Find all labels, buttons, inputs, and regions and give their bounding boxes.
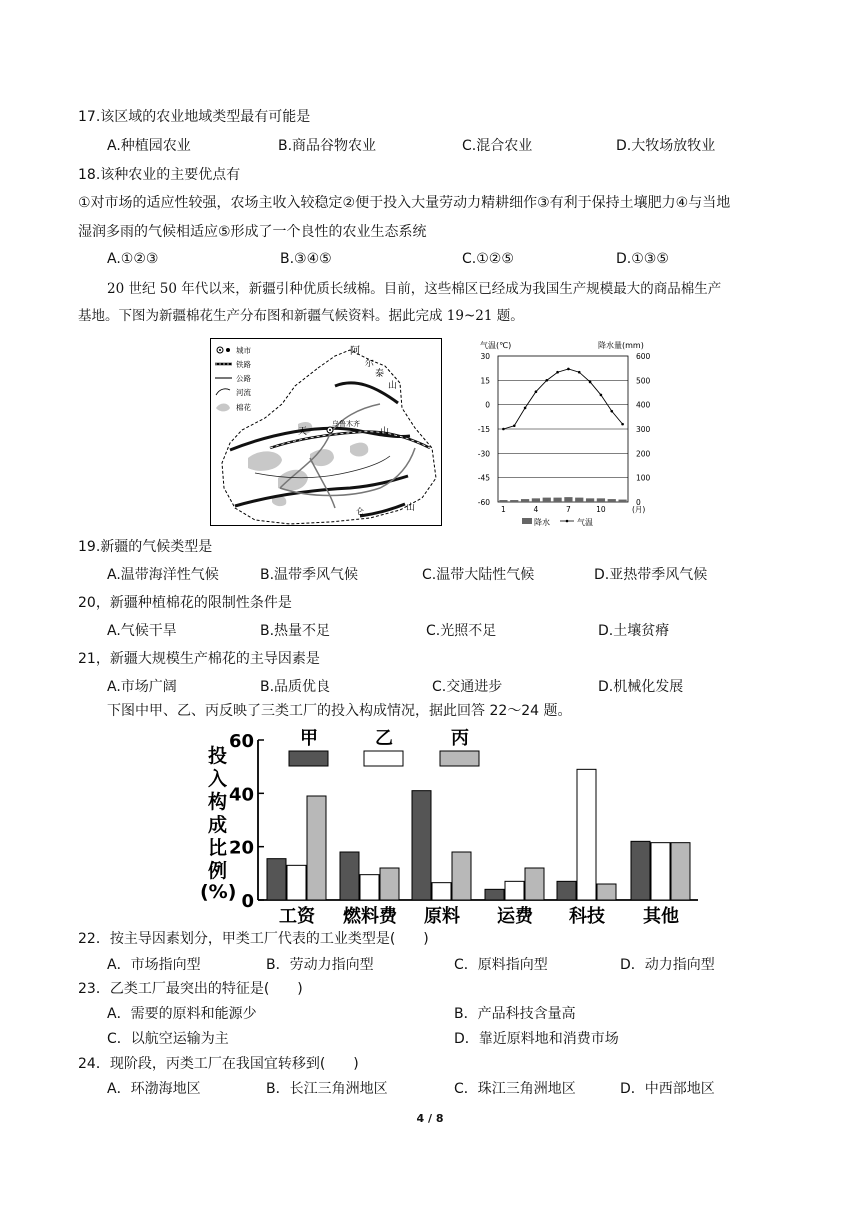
climate-left-tick: -15 bbox=[477, 425, 490, 434]
q19-option-b: B.温带季风气候 bbox=[260, 567, 359, 583]
map-label-a4: 山 bbox=[388, 381, 398, 391]
map-legend-railway: 铁路 bbox=[236, 360, 251, 369]
map-legend-road: 公路 bbox=[236, 374, 251, 383]
q18-option-d: D.①③⑤ bbox=[616, 251, 669, 267]
factory-ylabel-char: 构 bbox=[208, 791, 228, 813]
q23-option-d: D．靠近原料地和消费市场 bbox=[454, 1031, 619, 1047]
q18-body-line1: ①对市场的适应性较强，农场主收入较稳定②便于投入大量劳动力精耕细作③有利于保持土壤肥力④与当地 bbox=[78, 195, 731, 211]
factory-bar bbox=[452, 852, 471, 900]
factory-bar bbox=[557, 881, 576, 900]
climate-left-title: 气温(℃) bbox=[480, 341, 512, 350]
q21-option-c: C.交通进步 bbox=[432, 679, 503, 695]
factory-category-label: 科技 bbox=[569, 906, 605, 927]
factory-bar bbox=[651, 843, 670, 900]
map-legend-city: 城市 bbox=[236, 346, 251, 355]
q20-option-c: C.光照不足 bbox=[426, 623, 497, 639]
factory-legend-label: 丙 bbox=[451, 728, 469, 749]
climate-precip-bar bbox=[575, 498, 583, 502]
q17-option-d: D.大牧场放牧业 bbox=[616, 138, 716, 154]
climate-x-tick: 10 bbox=[596, 505, 606, 514]
factory-y-tick: 20 bbox=[228, 837, 254, 859]
q20-option-d: D.土壤贫瘠 bbox=[598, 623, 670, 639]
climate-precip-bar bbox=[499, 500, 507, 502]
q18-option-b: B.③④⑤ bbox=[280, 251, 332, 267]
climate-left-tick: -45 bbox=[477, 473, 490, 483]
factory-legend-swatch bbox=[440, 751, 479, 766]
q17-stem: 17.该区域的农业地域类型最有可能是 bbox=[78, 109, 311, 125]
factory-category-label: 其他 bbox=[643, 906, 679, 927]
factory-bar bbox=[577, 769, 596, 900]
factory-ylabel-char: 投 bbox=[208, 745, 228, 767]
q22-option-c: C．原料指向型 bbox=[454, 957, 548, 973]
q23-option-b: B．产品科技含量高 bbox=[454, 1006, 576, 1022]
intro-xinjiang-line1: 20 世纪 50 年代以来，新疆引种优质长绒棉。目前，这些棉区已经成为我国生产规模最大的商品棉生产 bbox=[107, 281, 722, 297]
climate-precip-bar bbox=[532, 498, 540, 502]
factory-legend-swatch bbox=[289, 751, 328, 766]
q18-stem: 18.该种农业的主要优点有 bbox=[78, 167, 241, 183]
q19-option-a: A.温带海洋性气候 bbox=[107, 567, 219, 583]
factory-bar bbox=[360, 875, 379, 900]
xinjiang-climate-chart bbox=[470, 336, 670, 530]
q19-stem: 19.新疆的气候类型是 bbox=[78, 539, 213, 555]
q19-option-d: D.亚热带季风气候 bbox=[594, 567, 708, 583]
climate-right-tick: 600 bbox=[636, 352, 651, 361]
factory-legend-label: 乙 bbox=[375, 728, 393, 749]
climate-temp-point bbox=[545, 379, 548, 382]
q24-option-a: A．环渤海地区 bbox=[107, 1081, 201, 1097]
factory-bar bbox=[380, 868, 399, 900]
climate-left-tick: -60 bbox=[477, 498, 490, 507]
q20-stem: 20，新疆种植棉花的限制性条件是 bbox=[78, 595, 292, 611]
factory-bar bbox=[505, 881, 524, 900]
factory-ylabel-unit: (%) bbox=[200, 881, 237, 903]
climate-precip-bar bbox=[553, 498, 561, 502]
map-label-kun: 仑 bbox=[356, 507, 364, 516]
climate-precip-bar bbox=[608, 499, 616, 502]
factory-input-chart bbox=[198, 722, 718, 930]
climate-legend-precip: 降水 bbox=[534, 518, 550, 527]
q23-option-c: C．以航空运输为主 bbox=[107, 1031, 229, 1047]
factory-category-label: 运费 bbox=[497, 906, 533, 927]
climate-temp-point bbox=[524, 407, 527, 410]
climate-temp-point bbox=[535, 390, 538, 393]
climate-legend-temp: 气温 bbox=[577, 518, 593, 527]
climate-left-tick: -30 bbox=[477, 449, 490, 459]
xinjiang-cotton-map bbox=[210, 338, 442, 526]
climate-right-tick: 300 bbox=[636, 425, 651, 434]
map-legend-river: 河流 bbox=[236, 388, 251, 397]
climate-legend-precip-swatch bbox=[522, 518, 532, 524]
factory-bar bbox=[485, 889, 504, 900]
climate-temp-point bbox=[556, 371, 559, 374]
factory-bar bbox=[340, 852, 359, 900]
q22-option-d: D．动力指向型 bbox=[620, 957, 715, 973]
factory-legend-swatch bbox=[364, 751, 403, 766]
q22-stem: 22．按主导因素划分，甲类工厂代表的工业类型是( ) bbox=[78, 931, 429, 947]
climate-precip-bar bbox=[543, 498, 551, 502]
climate-precip-bar bbox=[618, 500, 626, 502]
map-label-tian: 天 bbox=[298, 427, 308, 437]
map-label-shan: 山 bbox=[380, 427, 390, 437]
factory-y-tick: 40 bbox=[228, 784, 254, 806]
climate-right-tick: 500 bbox=[636, 376, 651, 386]
q21-option-b: B.品质优良 bbox=[260, 679, 331, 695]
q17-option-b: B.商品谷物农业 bbox=[278, 138, 377, 154]
climate-x-tick: 1 bbox=[501, 505, 506, 514]
factory-ylabel-char: 成 bbox=[208, 814, 228, 836]
intro-factory: 下图中甲、乙、丙反映了三类工厂的投入构成情况，据此回答 22～24 题。 bbox=[107, 703, 572, 719]
q24-option-d: D．中西部地区 bbox=[620, 1081, 715, 1097]
factory-bar bbox=[287, 865, 306, 900]
q17-option-c: C.混合农业 bbox=[462, 138, 533, 154]
climate-left-tick: 30 bbox=[480, 352, 490, 361]
factory-ylabel-char: 比 bbox=[208, 837, 228, 859]
climate-temp-point bbox=[502, 428, 505, 431]
q18-option-a: A.①②③ bbox=[107, 251, 159, 267]
q20-option-b: B.热量不足 bbox=[260, 623, 331, 639]
climate-temp-point bbox=[621, 423, 624, 426]
q24-option-c: C．珠江三角洲地区 bbox=[454, 1081, 576, 1097]
climate-legend-temp-dot bbox=[566, 520, 569, 523]
q17-option-a: A.种植园农业 bbox=[107, 138, 191, 154]
factory-legend-label: 甲 bbox=[300, 728, 318, 749]
factory-bar bbox=[597, 884, 616, 900]
climate-left-tick: 0 bbox=[485, 400, 490, 410]
q21-option-a: A.市场广阔 bbox=[107, 679, 177, 695]
q23-option-a: A．需要的原料和能源少 bbox=[107, 1006, 257, 1022]
q23-stem: 23．乙类工厂最突出的特征是( ) bbox=[78, 981, 303, 997]
climate-temp-point bbox=[513, 424, 516, 427]
climate-precip-bar bbox=[597, 498, 605, 502]
factory-category-label: 燃料费 bbox=[343, 906, 397, 927]
factory-category-label: 工资 bbox=[279, 906, 315, 927]
factory-bar bbox=[412, 791, 431, 900]
factory-bar bbox=[267, 859, 286, 900]
factory-ylabel-char: 例 bbox=[208, 860, 228, 882]
climate-temp-point bbox=[600, 394, 603, 397]
climate-x-tick: 7 bbox=[566, 505, 571, 514]
map-label-a2: 尔 bbox=[365, 359, 375, 369]
climate-right-title: 降水量(mm) bbox=[598, 341, 644, 350]
map-label-south-shan: 山 bbox=[406, 503, 416, 513]
q21-stem: 21，新疆大规模生产棉花的主导因素是 bbox=[78, 651, 320, 667]
climate-right-tick: 0 bbox=[636, 498, 641, 507]
factory-ylabel-char: 入 bbox=[208, 768, 228, 790]
climate-right-tick: 200 bbox=[636, 449, 651, 459]
climate-precip-bar bbox=[521, 499, 529, 502]
q18-option-c: C.①②⑤ bbox=[462, 251, 514, 267]
q18-body-line2: 湿润多雨的气候相适应⑤形成了一个良性的农业生态系统 bbox=[78, 224, 427, 240]
climate-precip-bar bbox=[510, 500, 518, 502]
q22-option-b: B．劳动力指向型 bbox=[266, 957, 374, 973]
map-label-urumqi: 乌鲁木齐 bbox=[332, 420, 360, 428]
climate-right-tick: 400 bbox=[636, 400, 651, 410]
factory-bar bbox=[525, 868, 544, 900]
q21-option-d: D.机械化发展 bbox=[598, 679, 684, 695]
climate-temp-line bbox=[503, 369, 622, 429]
q24-stem: 24．现阶段，丙类工厂在我国宜转移到( ) bbox=[78, 1056, 359, 1072]
climate-x-tick: 4 bbox=[533, 505, 539, 514]
q19-option-c: C.温带大陆性气候 bbox=[422, 567, 535, 583]
map-label-a3: 泰 bbox=[375, 369, 385, 379]
climate-precip-bar bbox=[564, 497, 572, 502]
q24-option-b: B．长江三角洲地区 bbox=[266, 1081, 388, 1097]
factory-bar bbox=[671, 843, 690, 900]
climate-temp-point bbox=[578, 371, 581, 374]
factory-y-tick: 0 bbox=[241, 891, 254, 912]
q22-option-a: A．市场指向型 bbox=[107, 957, 201, 973]
factory-category-label: 原料 bbox=[424, 906, 460, 927]
map-label-a1: 阿 bbox=[350, 346, 360, 357]
intro-xinjiang-line2: 基地。下图为新疆棉花生产分布图和新疆气候资料。据此完成 19~21 题。 bbox=[78, 308, 524, 324]
factory-bar bbox=[432, 883, 451, 900]
climate-x-unit: (月) bbox=[632, 505, 646, 514]
climate-temp-point bbox=[567, 368, 570, 371]
climate-temp-point bbox=[610, 410, 613, 413]
factory-y-tick: 60 bbox=[228, 731, 254, 752]
climate-left-tick: 15 bbox=[480, 376, 490, 386]
climate-right-tick: 100 bbox=[636, 473, 651, 483]
page-number: 4 / 8 bbox=[416, 1112, 444, 1125]
climate-precip-bar bbox=[586, 498, 594, 502]
factory-bar bbox=[631, 841, 650, 900]
factory-bar bbox=[307, 796, 326, 900]
q20-option-a: A.气候干旱 bbox=[107, 623, 177, 639]
map-legend-cotton: 棉花 bbox=[236, 403, 251, 412]
climate-temp-point bbox=[589, 381, 592, 384]
